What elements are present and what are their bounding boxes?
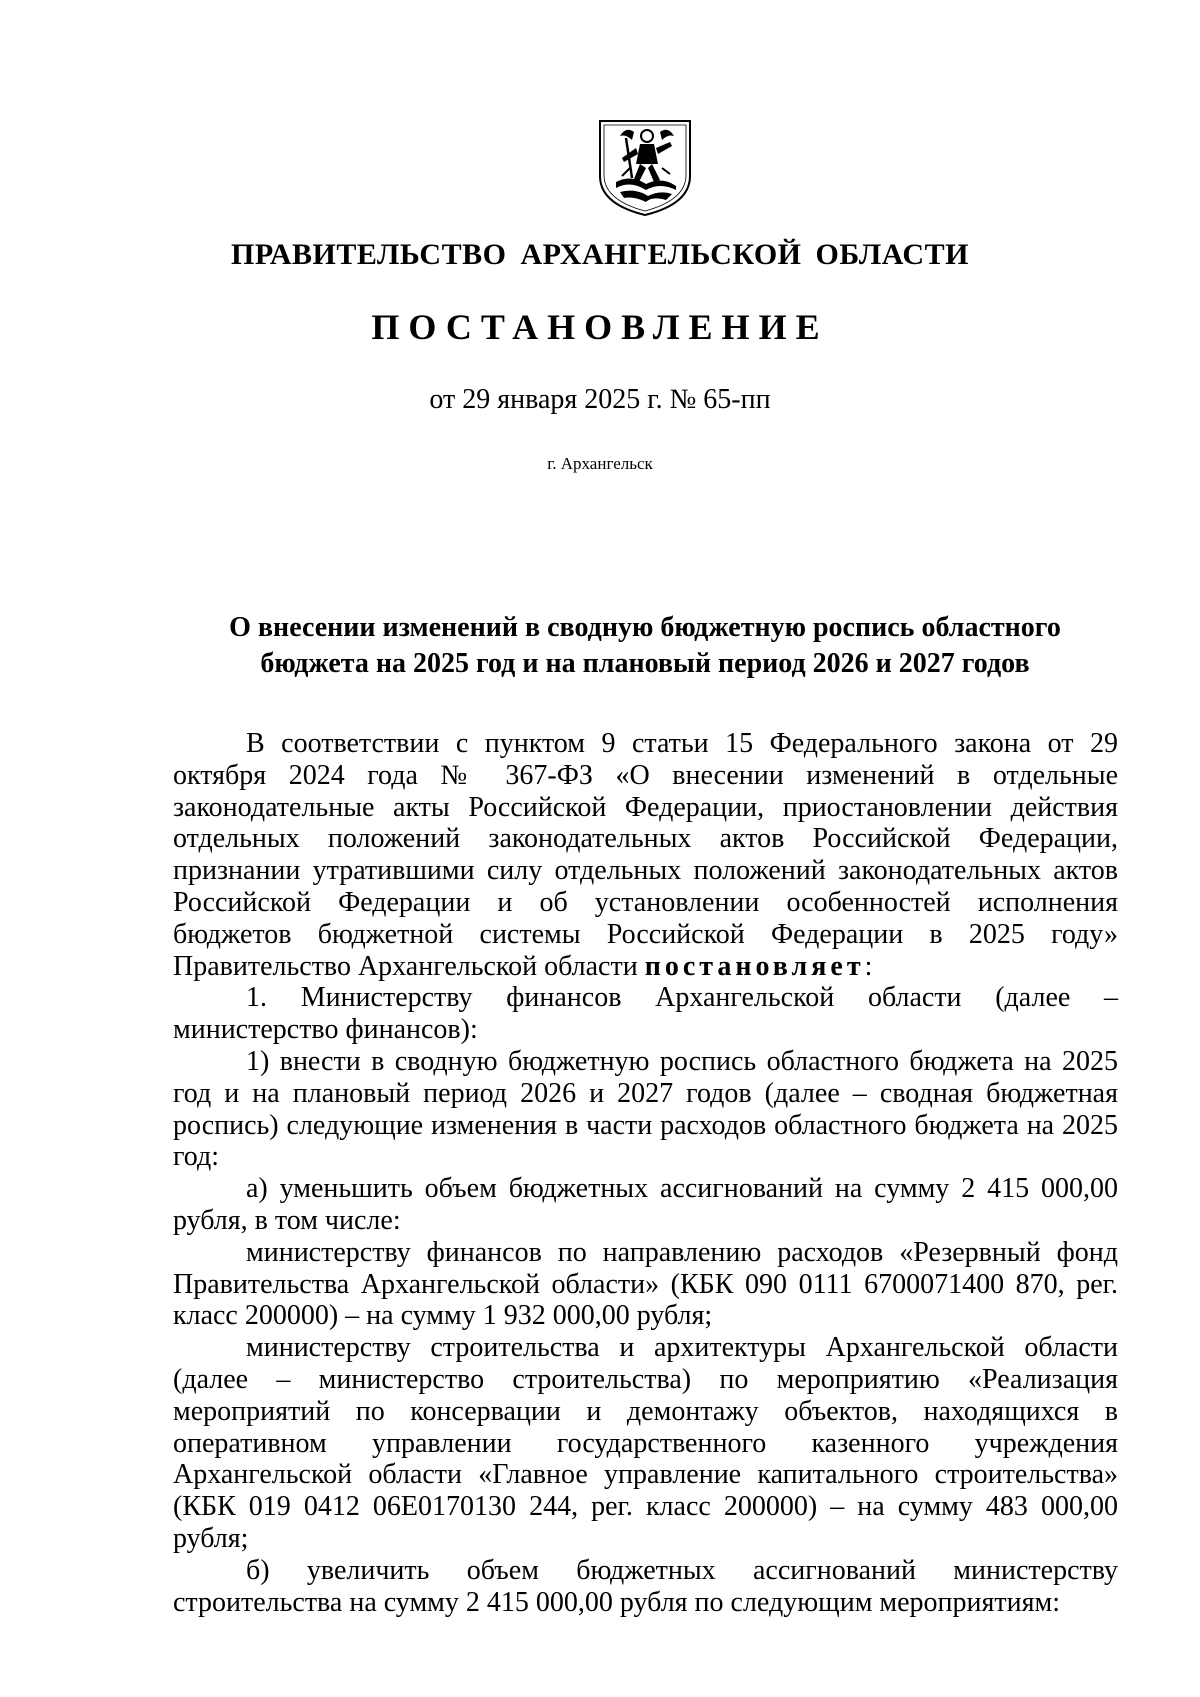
item-a-construction-paragraph: министерству строительства и архитектуры Архангельской области (далее – министерство строительства) по мероприятию «Реализация мероприятий по консервации и демонтажу объектов, находящихся в оперативном управлении государственного казенного учреждения Архангельской области «Главное управление капитального строительства» (КБК 019 0412 06Е0170130 244, рег. класс 200000) – на сумму 483 000,00 рубля; [173,1332,1118,1554]
item-a-finance-paragraph: министерству финансов по направлению расходов «Резервный фонд Правительства Архангельской области» (КБК 090 0111 6700071400 870, рег. класс 200000) – на сумму 1 932 000,00 рубля; [173,1236,1118,1332]
subclause-1-paragraph: 1) внести в сводную бюджетную роспись областного бюджета на 2025 год и на плановый период 2026 и 2027 годов (далее – сводная бюджетная роспись) следующие изменения в части расходов областного бюджета на 2025 год: [173,1045,1118,1173]
item-b-paragraph: б) увеличить объем бюджетных ассигнований министерству строительства на сумму 2 415 000,00 рубля по следующим мероприятиям: [173,1554,1118,1618]
decree-colon: : [864,950,873,982]
document-subject [170,610,1120,682]
clause-1-paragraph: 1. Министерству финансов Архангельской области (далее – министерство финансов): [173,982,1118,1046]
document-city: г. Архангельск [547,454,653,473]
subject-line-1: О внесении изменений в сводную бюджетную роспись областного [229,612,1061,643]
document-date-number: от 29 января 2025 г. № 65-пп [429,384,771,415]
item-a-paragraph: а) уменьшить объем бюджетных ассигнований на сумму 2 415 000,00 рубля, в том числе: [173,1173,1118,1236]
document-body [173,728,1118,1618]
subject-line-2: бюджета на 2025 год и на плановый период 2026 и 2027 годов [260,648,1030,679]
document-type: ПОСТАНОВЛЕНИЕ [371,307,829,347]
decree-word: постановляет [644,950,865,982]
preamble-text: В соответствии с пунктом 9 статьи 15 Федерального закона от 29 октября 2024 года № 367-ФЗ «О внесении изменений в отдельные законодательные акты Российской Федерации, приостановлении действия отдельных положений законодательных актов Российской Федерации, признании утратившими силу отдельных положений законодательных актов Российской Федерации и об установлении особенностей исполнения бюджетов бюджетной системы Российской Федерации в 2025 году» Правительство Архангельской области [173,728,1118,982]
coat-of-arms-icon [596,118,694,218]
government-name: ПРАВИТЕЛЬСТВО АРХАНГЕЛЬСКОЙ ОБЛАСТИ [231,238,969,271]
preamble-paragraph [173,728,1118,982]
